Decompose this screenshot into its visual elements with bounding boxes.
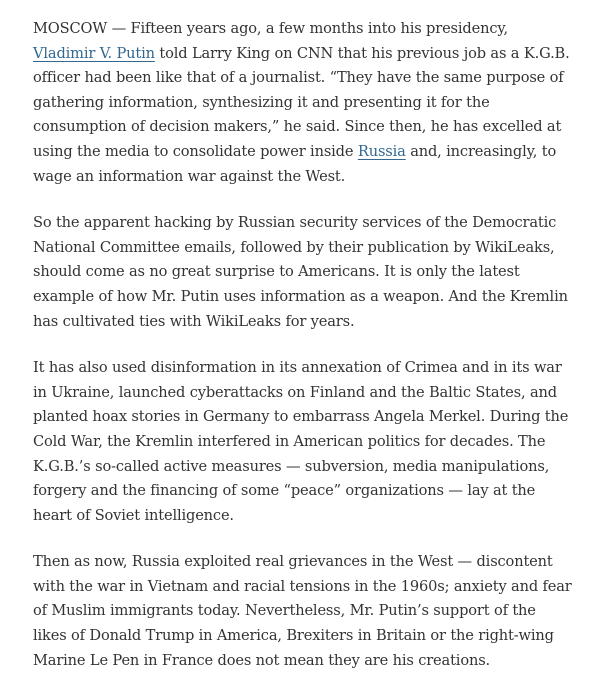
- article-paragraph-2: So the apparent hacking by Russian security services of the Democratic National Committee emails, followed by their publication by WikiLeaks, should come as no great surprise to Americans. It is only the latest example of how Mr. Putin uses information as a weapon. And the Kremlin has cultivated ties with WikiLeaks for years.: [33, 214, 568, 330]
- article-paragraph-4: Then as now, Russia exploited real grievances in the West — discontent with the war in Vietnam and racial tensions in the 1960s; anxiety and fear of Muslim immigrants today. Nevertheless, Mr. Putin’s support of the likes of Donald Trump in America, Brexiters in Britain or the right-wing Marine Le Pen in France does not mean they are his creations.: [33, 553, 572, 669]
- paragraph-1-text-a: MOSCOW — Fifteen years ago, a few months into his presidency,: [33, 20, 509, 37]
- paragraph-1-text-b: told Larry King on CNN that his previous job as a K.G.B. officer had been like that of a journalist. “They have the same purpose of gathering information, synthesizing it and presenting it for the consumption of decision makers,” he said. Since then, he has excelled at using the media to consolidate power inside: [33, 44, 570, 160]
- article-paragraph-1: [33, 17, 573, 189]
- article-paragraph-3: It has also used disinformation in its annexation of Crimea and in its war in Ukraine, launched cyberattacks on Finland and the Baltic States, and planted hoax stories in Germany to embarrass Angela Merkel. During the Cold War, the Kremlin interfered in American politics for decades. The K.G.B.’s so-called active measures — subversion, media manipulations, forgery and the financing of some “peace” organizations — lay at the heart of Soviet intelligence.: [33, 359, 569, 524]
- paragraph-1-text-c: and, increasingly, to wage an information war against the West.: [33, 142, 557, 185]
- vladimir-putin-link[interactable]: Vladimir V. Putin: [33, 44, 155, 62]
- russia-link[interactable]: Russia: [357, 142, 406, 160]
- article-body: [33, 17, 573, 695]
